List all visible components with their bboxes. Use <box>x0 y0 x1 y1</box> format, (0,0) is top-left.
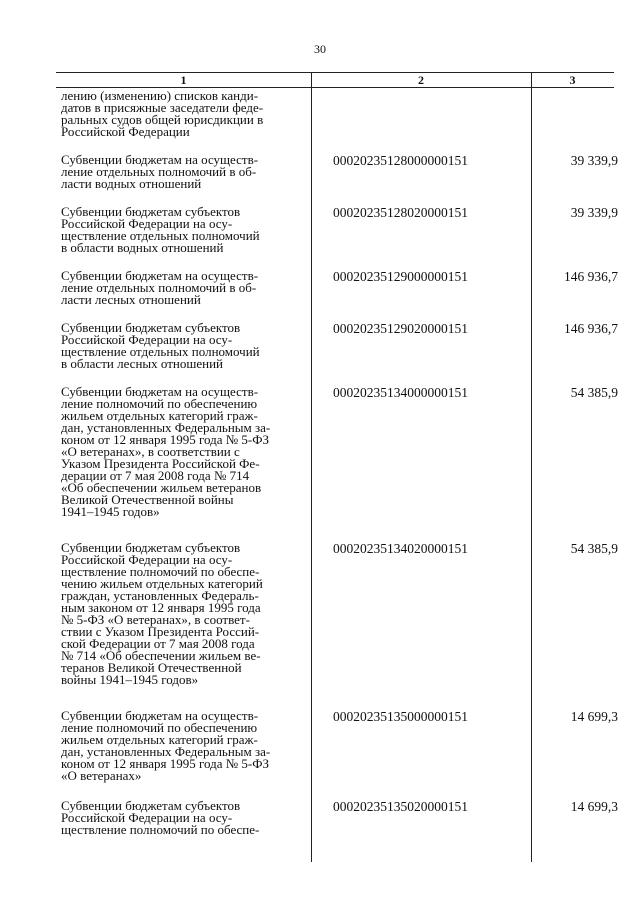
row-code: 00020235134000000151 <box>333 385 468 400</box>
row-description: Субвенции бюджетам на осуществ- ление отдельных полномочий в об- ласти лесных отношений <box>61 268 259 307</box>
row-amount: 39 339,9 <box>570 205 618 220</box>
row-amount: 14 699,3 <box>570 799 618 814</box>
row-amount: 146 936,7 <box>564 269 618 284</box>
continuation-text: лению (изменению) списков канди- датов в присяжные заседатели феде- ральных судов общей юрисдикции в Российской Федерации <box>61 88 264 139</box>
column-header-2: 2 <box>418 73 424 87</box>
row-code: 00020235128000000151 <box>333 153 468 168</box>
column-header-3: 3 <box>569 73 576 87</box>
row-amount: 14 699,3 <box>570 709 618 724</box>
row-code: 00020235129020000151 <box>333 321 468 336</box>
column-divider-1 <box>311 72 312 862</box>
column-divider-2 <box>531 72 532 862</box>
row-code: 00020235128020000151 <box>333 205 468 220</box>
row-amount: 54 385,9 <box>570 541 618 556</box>
row-code: 00020235134020000151 <box>333 541 468 556</box>
row-code: 00020235129000000151 <box>333 269 468 284</box>
row-amount: 39 339,9 <box>570 153 618 168</box>
row-description: Субвенции бюджетам на осуществ- ление полномочий по обеспечению жильем отдельных категорий граж- дан, установленных Федеральным за- коном от 12 января 1995 года № 5-ФЗ «О ветеранах», в соответствии с Указом Президента Российской Фе- дерации от 7 мая 2008 года № 714 «Об обеспечении жильем ветеранов Великой Отечественной войны 1941–1945 годов» <box>61 384 271 519</box>
row-amount: 54 385,9 <box>570 385 618 400</box>
column-header-1: 1 <box>180 73 187 87</box>
row-description: Субвенции бюджетам субъектов Российской Федерации на осу- ществление полномочий по обеспе- <box>61 798 260 837</box>
row-description: Субвенции бюджетам субъектов Российской Федерации на осу- ществление отдельных полномочий в области водных отношений <box>61 204 260 255</box>
row-code: 00020235135020000151 <box>333 799 468 814</box>
row-description: Субвенции бюджетам на осуществ- ление отдельных полномочий в об- ласти водных отношений <box>61 152 259 191</box>
row-code: 00020235135000000151 <box>333 709 468 724</box>
row-amount: 146 936,7 <box>564 321 618 336</box>
row-description: Субвенции бюджетам субъектов Российской Федерации на осу- ществление полномочий по обеспе- чению жильем отдельных категорий граждан, установленных Федераль- ным законом от 12 января 1995 года № 5-ФЗ «О ветеранах», в соответ- ствии с Указом Президента Россий- ской Федерации от 7 мая 2008 года № 714 «Об обеспечении жильем ве- теранов Великой Отечественной войны 1941–1945 годов» <box>61 540 263 687</box>
row-description: Субвенции бюджетам субъектов Российской Федерации на осу- ществление отдельных полномочий в области лесных отношений <box>61 320 260 371</box>
row-description: Субвенции бюджетам на осуществ- ление полномочий по обеспечению жильем отдельных категорий граж- дан, установленных Федеральным за- коном от 12 января 1995 года № 5-ФЗ «О ветеранах» <box>61 708 271 783</box>
page-number: 30 <box>314 42 326 56</box>
